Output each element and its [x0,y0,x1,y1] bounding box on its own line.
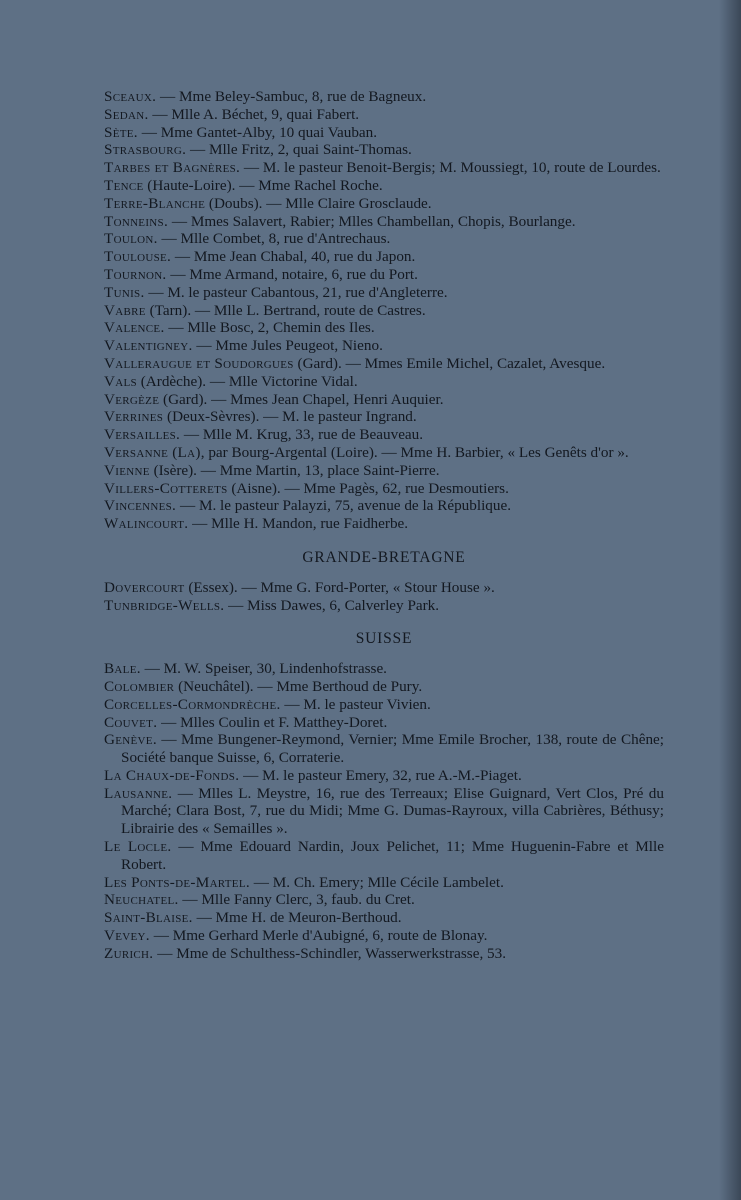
entry-details: — Mme Edouard Nardin, Joux Pelichet, 11; Mme Huguenin-Fabre et Mlle Robert. [121,838,664,873]
place-name: Valence. [104,319,165,337]
entry-details: (Aisne). — Mme Pagès, 62, rue Desmoutiers. [227,479,509,497]
section-title: GRANDE-BRETAGNE [302,548,466,566]
entry-details: — Mme de Schulthess-Schindler, Wasserwerkstrasse, 53. [153,944,507,962]
entry-details: (Haute-Loire). — Mme Rachel Roche. [143,176,383,194]
directory-entry [104,579,664,597]
directory-entry [104,337,664,355]
section-title: SUISSE [355,630,413,648]
directory-entry [104,195,664,213]
place-name: Neuchatel. [104,891,179,909]
entry-details: — Mlles Coulin et F. Matthey-Doret. [157,713,388,731]
entry-details: (Gard). — Mmes Jean Chapel, Henri Auquier. [159,390,444,408]
entry-details: — Mme H. de Meuron-Berthoud. [192,909,402,927]
directory-entry [104,891,664,909]
directory-entry [104,838,664,874]
entry-details: — Mlle Fritz, 2, quai Saint-Thomas. [186,141,412,159]
entry-details: — Mme Armand, notaire, 6, rue du Port. [166,265,418,283]
place-name: Versailles. [104,426,181,444]
entry-details: — Mlle Bosc, 2, Chemin des Iles. [164,319,375,337]
place-name: Vals [104,372,137,390]
directory-section [104,549,664,614]
place-name: Verrines [104,408,164,426]
place-name: Colombier [104,677,175,695]
directory-entry [104,177,664,195]
place-name: Strasbourg. [104,141,187,159]
place-name: Valentigney. [104,337,193,355]
directory-entry [104,159,664,177]
directory-entry [104,408,664,426]
place-name: Sedan. [104,105,149,123]
entry-details: — Mme Bungener-Reymond, Vernier; Mme Emile Brocher, 138, route de Chêne; Société banque Suisse, 6, Corraterie. [121,731,664,767]
directory-entry [104,909,664,927]
entry-details: — Mme Jean Chabal, 40, rue du Japon. [171,248,416,266]
directory-entry [104,373,664,391]
entry-details: — M. le pasteur Emery, 32, rue A.-M.-Piaget. [239,766,522,784]
directory-entry [104,945,664,963]
place-name: Saint-Blaise. [104,909,193,927]
place-name: Tarbes et Bagnères. [104,159,241,177]
place-name: Toulouse. [104,248,172,266]
directory-entry [104,767,664,785]
place-name: Lausanne. [104,784,173,802]
directory-entry [104,88,664,106]
place-name: Tence [104,176,144,194]
directory-entry [104,319,664,337]
entry-details: — Miss Dawes, 6, Calverley Park. [224,596,440,614]
directory-entry [104,731,664,767]
place-name: Valleraugue et Soudorgues [104,354,294,372]
page-edge-shadow [719,0,741,1200]
directory-entry [104,874,664,892]
entry-details: — Mlle A. Béchet, 9, quai Fabert. [148,105,360,123]
place-name: Sceaux. [104,88,157,105]
place-name: Dovercourt [104,578,185,596]
entry-details: — M. le pasteur Palayzi, 75, avenue de la République. [176,497,512,515]
entry-details: — Mlles L. Meystre, 16, rue des Terreaux; Elise Guignard, Vert Clos, Pré du Marché; Clara Bost, 7, rue du Midi; Mme G. Dumas-Rayroux, villa Cabrières, Béthusy; Librairie des « Semailles ». [121,784,664,838]
directory-entry [104,230,664,248]
entry-details: (Gard). — Mmes Emile Michel, Cazalet, Avesque. [293,354,606,372]
place-name: Sète. [104,123,138,141]
entry-details: — M. le pasteur Benoit-Bergis; M. Moussiegt, 10, route de Lourdes. [240,159,661,177]
directory-entry [104,714,664,732]
entry-details: — M. Ch. Emery; Mlle Cécile Lambelet. [249,873,504,891]
directory-entry [104,213,664,231]
directory-entry [104,785,664,838]
directory-entry [104,391,664,409]
directory-entry [104,426,664,444]
directory-entry [104,355,664,373]
directory-entry [104,248,664,266]
entry-details: (Essex). — Mme G. Ford-Porter, « Stour House ». [184,578,495,596]
directory-section [104,88,664,533]
entry-details: — M. W. Speiser, 30, Lindenhofstrasse. [140,660,387,678]
place-name: Couvet. [104,713,158,731]
entry-details: (Deux-Sèvres). — M. le pasteur Ingrand. [163,408,417,426]
place-name: Tunbridge-Wells. [104,596,225,614]
place-name: Bale. [104,660,141,678]
place-name: Toulon. [104,230,158,248]
entry-details: (Isère). — Mme Martin, 13, place Saint-Pierre. [149,461,440,479]
place-name: La Chaux-de-Fonds. [104,766,240,784]
entry-details: (Neuchâtel). — Mme Berthoud de Pury. [174,677,423,695]
directory-entry [104,106,664,124]
directory-entry [104,696,664,714]
place-name: Terre-Blanche [104,194,206,212]
place-name: Walincourt. [104,515,189,533]
place-name: Vergèze [104,390,160,408]
entry-details: — Mmes Salavert, Rabier; Mlles Chambellan, Chopis, Bourlange. [168,212,576,230]
directory-entry [104,515,664,533]
entry-details: — Mme Beley-Sambuc, 8, rue de Bagneux. [156,88,427,105]
entry-details: — Mlle Fanny Clerc, 3, faub. du Cret. [178,891,415,909]
directory-entry [104,141,664,159]
place-name: Zurich. [104,944,154,962]
entry-details: — Mlle H. Mandon, rue Faidherbe. [188,515,409,533]
entry-details: (Doubs). — Mlle Claire Grosclaude. [205,194,432,212]
place-name: Vevey. [104,927,150,945]
directory-entry [104,266,664,284]
place-name: Vienne [104,461,150,479]
place-name: Tonneins. [104,212,169,230]
directory-page [104,88,664,963]
place-name: Genève. [104,731,157,749]
entry-details: — Mme Jules Peugeot, Nieno. [192,337,383,355]
entry-details: (Tarn). — Mlle L. Bertrand, route de Castres. [145,301,426,319]
entry-details: , par Bourg-Argental (Loire). — Mme H. Barbier, « Les Genêts d'or ». [200,443,629,461]
directory-entry [104,480,664,498]
directory-entry [104,597,664,615]
directory-entry [104,462,664,480]
directory-entry [104,444,664,462]
place-name: Vabre [104,301,146,319]
directory-entry [104,284,664,302]
place-name: Les Ponts-de-Martel. [104,873,250,891]
place-name: Corcelles-Cormondrèche. [104,695,281,713]
directory-entry [104,660,664,678]
directory-entry [104,678,664,696]
entry-details: — Mme Gerhard Merle d'Aubigné, 6, route de Blonay. [149,927,488,945]
place-name: Versanne (La) [104,443,201,461]
place-name: Tunis. [104,283,145,301]
entry-details: — Mme Gantet-Alby, 10 quai Vauban. [137,123,378,141]
place-name: Villers-Cotterets [104,479,228,497]
entry-details: — Mlle M. Krug, 33, rue de Beauveau. [180,426,424,444]
directory-entry [104,927,664,945]
entry-details: — M. le pasteur Vivien. [280,695,431,713]
entry-details: — Mlle Combet, 8, rue d'Antrechaus. [157,230,391,248]
directory-section [104,630,664,962]
directory-entry [104,124,664,142]
entry-details: (Ardèche). — Mlle Victorine Vidal. [136,372,358,390]
place-name: Le Locle. [104,838,172,856]
directory-entry [104,302,664,320]
entry-details: — M. le pasteur Cabantous, 21, rue d'Angleterre. [144,283,448,301]
place-name: Vincennes. [104,497,177,515]
place-name: Tournon. [104,265,167,283]
directory-entry [104,497,664,515]
